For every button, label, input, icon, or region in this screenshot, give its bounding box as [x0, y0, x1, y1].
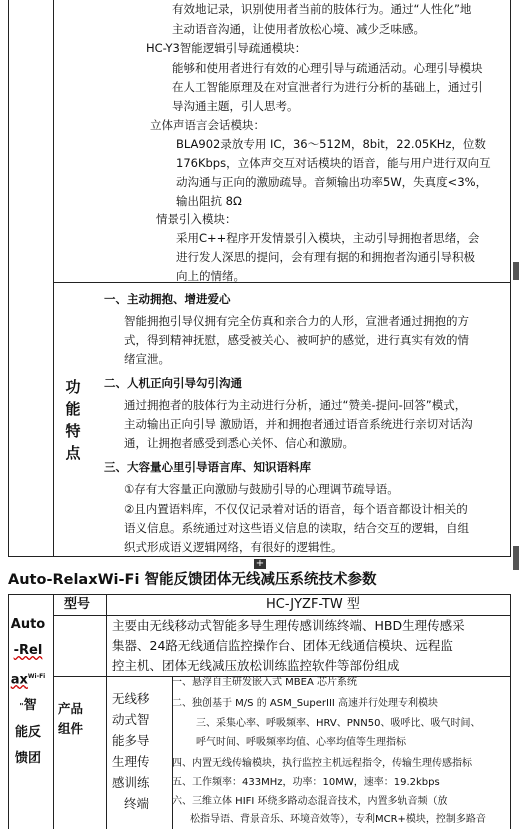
table-divider [53, 282, 510, 283]
terminal-spec: 二、独创基于 M/S 的 ASM_SuperIII 高速并行处理专利模块 [172, 698, 439, 709]
summary-line: 集器、24路无线通信监控操作台、团体无线通信模块、远程监 [112, 638, 453, 653]
feature-line: 智能拥抱引导仪拥有完全仿真和亲合力的人形，宣泄者通过拥抱的方 [124, 314, 469, 328]
module-line: 176Kbps，立体声交互对话模块的语音，能与用户进行双向互 [176, 156, 491, 170]
terminal-spec: 三、采集心率、呼吸频率、HRV、PNN50、吸呼比、吸气时间、 [196, 718, 481, 729]
model-label: 型号 [64, 597, 91, 612]
feature-heading: 二、人机正向引导勾引沟通 [104, 376, 242, 390]
terminal-spec: 六、三维立体 HIFI 环绕多路动态混音技术，内置多轨音频（放 [172, 796, 448, 807]
terminal-spec: 四、内置无线传输模块，执行监控主机远程指令，传输生理传感指标 [172, 758, 472, 769]
section-title: Auto-RelaxWi-Fi 智能反馈团体无线减压系统技术参数 [8, 572, 377, 588]
terminal-spec: 松指导语、背景音乐、环境音效等），专利MCR+模块，控制多路音 [190, 814, 486, 825]
features-label: 功能特点 [65, 377, 81, 462]
module-line: 向上的情绪。 [176, 269, 245, 283]
table-divider [106, 595, 107, 829]
terminal-label: 能多导 [112, 733, 150, 748]
terminal-label: 感训练 [112, 775, 150, 790]
feature-line: 通过拥抱者的肢体行为主动进行分析，通过“赞美-提问-回答”模式， [124, 398, 467, 412]
intro-line: 有效地记录，识别使用者当前的肢体行为。通过“人性化”地 [172, 2, 472, 16]
side-label-line-wrap [10, 664, 46, 693]
side-label-line-wrap [10, 693, 46, 720]
side-label-superscript: Wi-Fi [27, 673, 46, 680]
module-line: 导沟通主题，引人思考。 [172, 99, 299, 113]
terminal-label: 终端 [124, 796, 150, 811]
feature-line: ①存有大容量正向激励与鼓励引导的心理调节疏导语。 [124, 482, 399, 496]
module-title: 立体声语言会话模块： [150, 118, 265, 132]
feature-line: 式，得到精神抚慰，感受被关心、被呵护的感觉，进行真实有效的情 [124, 333, 469, 347]
side-label-line: 馈团 [14, 751, 41, 767]
side-label-line: 能反 [14, 725, 41, 741]
module-line: 采用C++程序开发情景引入模块，主动引导拥抱者思绪，会 [176, 231, 480, 245]
features-label-cell [54, 283, 92, 556]
terminal-label: 无线移 [112, 691, 150, 706]
module-line: 能够和使用者进行有效的心理引导与疏通活动。心理引导模块 [172, 61, 483, 75]
module-title: 情景引入模块： [156, 212, 237, 226]
side-label-line: Auto [10, 617, 46, 632]
module-title: HC-Y3智能逻辑引导疏通模块： [146, 41, 307, 55]
feature-line: 主动输出正向引导 激励语，并和拥抱者通过语音系统进行亲切对话沟 [124, 417, 473, 431]
feature-line: 语义信息。系统通过对这些语义信息的读取，结合交互的逻辑，自组 [124, 521, 469, 535]
product-side-label [10, 612, 46, 772]
terminal-label: 生理传 [112, 754, 150, 769]
terminal-label: 动式智 [112, 712, 150, 727]
table-divider [53, 615, 510, 616]
feature-line: ②且内置语料库，不仅仅记录着对话的语音，每个语音都设计相关的 [124, 502, 468, 516]
terminal-spec: 一、悬浮自主研发嵌入式 MBEA 芯片系统 [172, 677, 358, 688]
terminal-spec: 五、工作频率：433MHz，功率：10MW，速率：19.2kbps [172, 777, 440, 788]
side-label-line: -Rel [13, 643, 43, 658]
intro-line: 主动语音沟通，让使用者放松心境、减少乏味感。 [172, 22, 425, 36]
feature-line: 绪宣泄。 [124, 352, 170, 366]
model-value: HC-JYZF-TW 型 [266, 597, 360, 612]
terminal-spec: 呼气时间、呼吸频率均值、心率均值等生理指标 [196, 737, 406, 748]
feature-heading: 一、主动拥抱、增进爱心 [104, 292, 231, 306]
module-line: 进行发人深思的提问，会有理有据的和拥抱者沟通引导积极 [176, 250, 475, 264]
module-line: 在人工智能原理及在对宣泄者行为进行分析的基础上，通过引 [172, 80, 483, 94]
table-divider [53, 595, 54, 829]
components-label: 产品 [58, 701, 84, 716]
feature-line: 通，让拥抱者感受到悉心关怀、信心和激励。 [124, 436, 354, 450]
side-label-line: ax [10, 672, 28, 688]
side-label-line: 智 [23, 698, 37, 714]
side-label-mark: " [19, 702, 24, 712]
feature-heading: 三、大容量心里引导语言库、知识语料库 [104, 460, 311, 474]
module-line: 动沟通与正向的激励疏导。音频输出功率5W，失真度<3%， [176, 175, 488, 189]
module-line: BLA902录放专用 IC，36～512M，8bit，22.05KHz，位数 [176, 137, 486, 151]
summary-line: 控主机、团体无线减压放松训练监控软件等部份组成 [112, 658, 400, 673]
module-line: 输出阻抗 8Ω [176, 194, 242, 208]
summary-line: 主要由无线移动式智能多导生理传感训练终端、HBD生理传感采 [112, 618, 465, 633]
feature-line: 织式形成语义逻辑网络，有很好的逻辑性。 [124, 540, 343, 554]
scroll-marker[interactable] [513, 546, 519, 570]
table-add-row-button[interactable]: + [255, 558, 265, 569]
scroll-marker[interactable] [513, 262, 519, 280]
components-label: 组件 [58, 721, 84, 736]
